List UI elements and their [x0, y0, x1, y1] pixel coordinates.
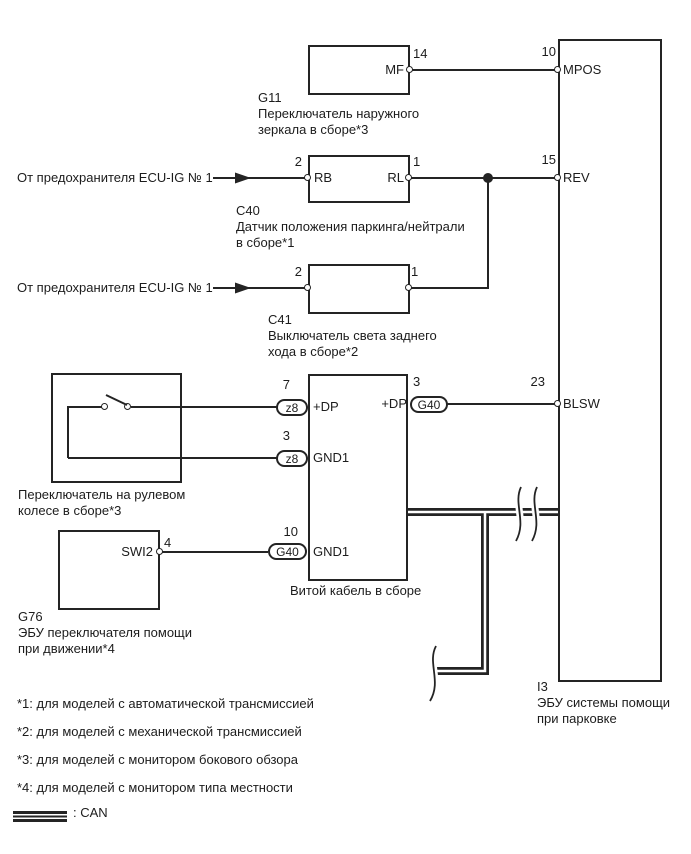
- connector-oval-z8-dp: z8: [276, 399, 308, 416]
- terminal-label-rl: RL: [387, 170, 404, 185]
- terminal-label-gnd1-left: GND1: [313, 450, 350, 465]
- connector-oval-g40-dp: G40: [410, 396, 448, 413]
- pin-circle-rev: [554, 174, 561, 181]
- terminal-label-dp-right: +DP: [381, 396, 407, 411]
- break-symbol-halo: [516, 487, 521, 541]
- can-legend-label: : CAN: [73, 805, 108, 820]
- wire-fuse1-to-rb: [213, 177, 308, 179]
- pin-number: 23: [530, 374, 545, 389]
- terminal-label-mpos: MPOS: [563, 62, 602, 77]
- pin-number: 1: [413, 154, 421, 169]
- pin-number: 2: [294, 264, 302, 279]
- component-name-line: зеркала в сборе*3: [258, 122, 369, 137]
- component-box-steering-wheel-switch: [51, 373, 182, 483]
- terminal-label-mf: MF: [385, 62, 404, 77]
- wire-g40-to-blsw: [447, 403, 558, 405]
- can-bus-branch: [433, 512, 485, 671]
- component-name-line: Датчик положения паркинга/нейтрали: [236, 219, 465, 234]
- component-code: C41: [268, 312, 292, 327]
- wire-c41-out: [409, 287, 489, 289]
- component-label-c40: [236, 203, 465, 251]
- component-label-g76: [18, 609, 192, 657]
- component-name-line: при парковке: [537, 711, 617, 726]
- pin-number: 10: [283, 524, 298, 539]
- pin-number: 4: [164, 535, 172, 550]
- component-name-line: хода в сборе*2: [268, 344, 359, 359]
- terminal-label-rb: RB: [314, 170, 333, 185]
- component-name-line: ЭБУ переключателя помощи: [18, 625, 193, 640]
- component-code: C40: [236, 203, 260, 218]
- pin-circle-rb: [304, 174, 311, 181]
- pin-number: 10: [541, 44, 556, 59]
- wire-switch-to-z8-dp: [131, 406, 277, 408]
- pin-circle-rl: [405, 174, 412, 181]
- break-symbol-halo: [532, 487, 537, 541]
- component-label-spiral-cable: [290, 583, 421, 599]
- wire-c41-up-to-junction: [487, 178, 489, 288]
- break-symbol-halo: [430, 646, 436, 701]
- terminal-label-blsw: BLSW: [563, 396, 600, 411]
- wire-switch-down: [67, 406, 69, 458]
- pin-number: 3: [282, 428, 290, 443]
- footnote-3: *3: для моделей с монитором бокового обзора: [17, 752, 298, 767]
- component-box-i3-park-assist-ecu: [558, 39, 662, 682]
- pin-circle-c41-right: [405, 284, 412, 291]
- terminal-label-rev: REV: [563, 170, 590, 185]
- pin-circle-c41-left: [304, 284, 311, 291]
- wire-to-z8-gnd1: [68, 457, 277, 459]
- component-label-steering-switch: [18, 487, 185, 519]
- pin-circle-mpos: [554, 66, 561, 73]
- footnote-1: *1: для моделей с автоматической трансмиссией: [17, 696, 314, 711]
- wire-swi2-to-g40: [160, 551, 268, 553]
- component-name-line: при движении*4: [18, 641, 115, 656]
- component-label-c41: [268, 312, 437, 360]
- connector-oval-g40-gnd1: G40: [268, 543, 307, 560]
- pin-number: 1: [411, 264, 419, 279]
- pin-number: 7: [282, 377, 290, 392]
- pin-circle-mf: [406, 66, 413, 73]
- wire-switch-left: [68, 406, 103, 408]
- break-symbol-icon: [516, 487, 521, 541]
- component-name-line: Переключатель наружного: [258, 106, 420, 121]
- pin-number: 14: [413, 46, 428, 61]
- component-name-line: Переключатель на рулевом: [18, 487, 186, 502]
- footnote-2: *2: для моделей с механической трансмиссией: [17, 724, 302, 739]
- terminal-label-swi2: SWI2: [121, 544, 153, 559]
- component-code: I3: [537, 679, 548, 694]
- break-symbol-icon: [532, 487, 537, 541]
- source-label-fuse1: От предохранителя ECU-IG № 1: [17, 170, 213, 185]
- component-box-c41-backup-light-switch: [308, 264, 410, 314]
- switch-contact-right: [124, 403, 131, 410]
- wire-fuse2-to-c41: [213, 287, 308, 289]
- terminal-label-gnd1-bottom: GND1: [313, 544, 350, 559]
- component-label-g11: [258, 90, 419, 138]
- switch-contact-left: [101, 403, 108, 410]
- component-name-line: Выключатель света заднего: [268, 328, 437, 343]
- pin-number: 3: [413, 374, 421, 389]
- can-bus-branch-gap: [433, 512, 485, 671]
- component-name-line: в сборе*1: [236, 235, 295, 250]
- terminal-label-dp-left: +DP: [313, 399, 339, 414]
- component-name-line: Витой кабель в сборе: [290, 583, 422, 598]
- footnote-4: *4: для моделей с монитором типа местности: [17, 780, 293, 795]
- component-label-i3: [537, 679, 670, 727]
- pin-number: 2: [294, 154, 302, 169]
- component-code: G11: [258, 90, 282, 105]
- source-label-fuse2: От предохранителя ECU-IG № 1: [17, 280, 213, 295]
- pin-circle-swi2: [156, 548, 163, 555]
- connector-oval-z8-gnd1: z8: [276, 450, 308, 467]
- break-symbol-icon: [430, 646, 436, 701]
- pin-circle-blsw: [554, 400, 561, 407]
- component-box-g76-drive-assist-ecu: [58, 530, 160, 610]
- wire-mf-to-mpos: [410, 69, 558, 71]
- component-code: G76: [18, 609, 43, 624]
- wire-junction-dot: [483, 173, 493, 183]
- pin-number: 15: [541, 152, 556, 167]
- component-name-line: колесе в сборе*3: [18, 503, 122, 518]
- can-line-sample-icon: [13, 811, 67, 822]
- component-name-line: ЭБУ системы помощи: [537, 695, 671, 710]
